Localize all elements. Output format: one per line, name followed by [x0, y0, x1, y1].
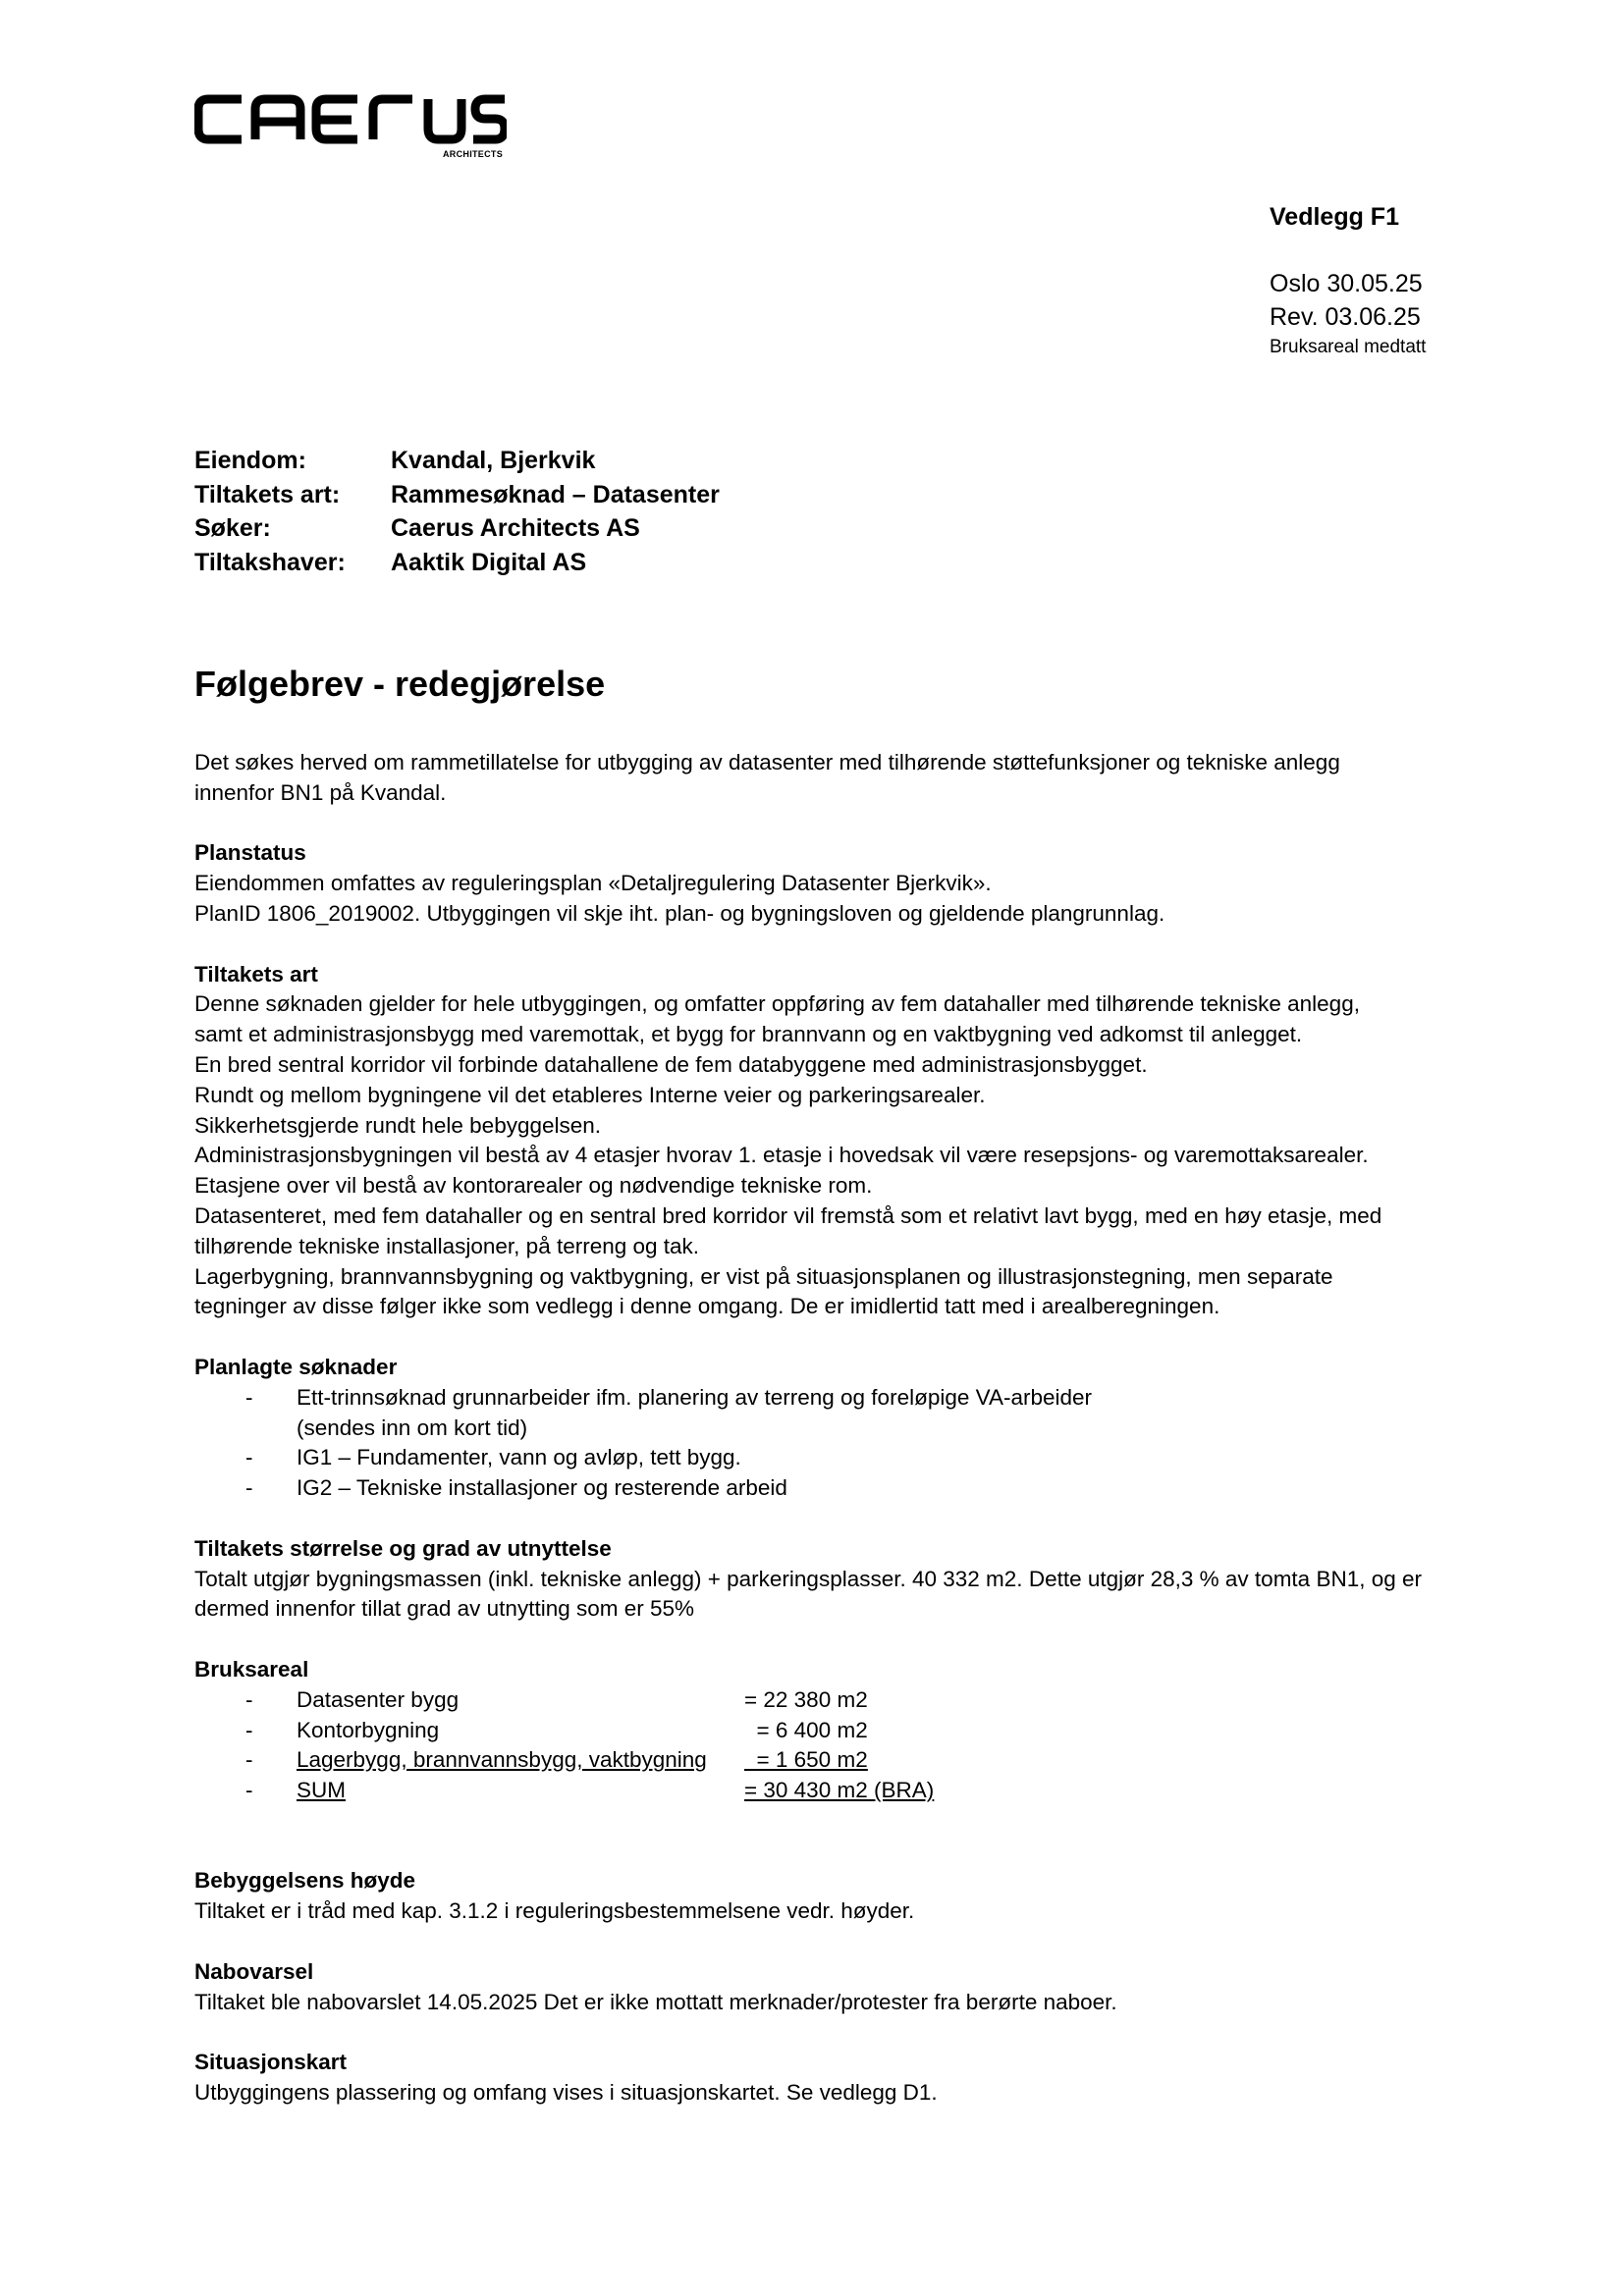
paragraph-line: Etasjene over vil bestå av kontorarealer og nødvendige tekniske rom.	[194, 1173, 873, 1199]
area-label: SUM	[297, 1778, 346, 1803]
section-heading-situasjonskart: Situasjonskart	[194, 2050, 348, 2075]
list-item-text: (sendes inn om kort tid)	[297, 1415, 528, 1440]
info-value: Caerus Architects AS	[391, 514, 640, 542]
intro-line: innenfor BN1 på Kvandal.	[194, 779, 447, 805]
document-body	[194, 748, 1451, 2109]
area-row	[194, 1745, 1451, 1776]
list-dash: -	[245, 1747, 253, 1773]
info-label: Eiendom:	[194, 447, 306, 474]
list-dash: -	[245, 1717, 253, 1742]
area-label: Kontorbygning	[297, 1717, 440, 1742]
paragraph-line: Denne søknaden gjelder for hele utbyggingen, og omfatter oppføring av fem datahaller med tilhørende tekniske anlegg,	[194, 991, 1360, 1017]
intro-line: Det søkes herved om rammetillatelse for utbygging av datasenter med tilhørende støttefunksjoner og tekniske anlegg	[194, 750, 1340, 774]
section-heading-nabovarsel: Nabovarsel	[194, 1958, 314, 1984]
paragraph-line: Utbyggingens plassering og omfang vises i situasjonskartet. Se vedlegg D1.	[194, 2080, 938, 2106]
paragraph-line: Tiltaket ble nabovarslet 14.05.2025 Det er ikke mottatt merknader/protester fra berørte naboer.	[194, 1989, 1117, 2014]
list-item	[194, 1383, 1451, 1444]
area-row-sum	[194, 1776, 1451, 1806]
section-heading-storrelse: Tiltakets størrelse og grad av utnyttelse	[194, 1535, 612, 1561]
paragraph-line: PlanID 1806_2019002. Utbyggingen vil skje iht. plan- og bygningsloven og gjeldende plangrunnlag.	[194, 900, 1165, 926]
paragraph-line: Totalt utgjør bygningsmassen (inkl. tekniske anlegg) + parkeringsplasser. 40 332 m2. Dette utgjør 28,3 % av tomta BN1, og er	[194, 1566, 1423, 1591]
paragraph-line: Lagerbygning, brannvannsbygning og vaktbygning, er vist på situasjonsplanen og illustrasjonstegning, men separate	[194, 1263, 1333, 1289]
revision-date: Rev. 03.06.25	[1270, 303, 1421, 331]
list-item-text: IG2 – Tekniske installasjoner og resterende arbeid	[297, 1475, 787, 1501]
paragraph-line: samt et administrasjonsbygg med varemottak, et bygg for brannvann og en vaktbygning ved adkomst til anlegget.	[194, 1022, 1303, 1047]
info-label: Tiltakets art:	[194, 480, 341, 508]
list-dash: -	[245, 1475, 253, 1501]
area-row	[194, 1716, 1451, 1746]
info-value: Rammesøknad – Datasenter	[391, 480, 720, 508]
info-row-soker	[194, 511, 720, 546]
area-list	[194, 1685, 1451, 1806]
project-info	[194, 444, 720, 579]
paragraph-line: tilhørende tekniske installasjoner, på terreng og tak.	[194, 1233, 700, 1258]
planned-applications-list	[194, 1383, 1451, 1504]
info-row-tiltakets-art	[194, 478, 720, 512]
list-dash: -	[245, 1778, 253, 1803]
info-label: Tiltakshaver:	[194, 548, 346, 576]
paragraph-line: tegninger av disse følger ikke som vedlegg i denne omgang. De er imidlertid tatt med i arealberegningen.	[194, 1294, 1220, 1319]
section-heading-hoyde: Bebyggelsens høyde	[194, 1868, 416, 1894]
paragraph-line: Administrasjonsbygningen vil bestå av 4 etasjer hvorav 1. etasje i hovedsak vil være resepsjons- og varemottaksarealer.	[194, 1143, 1369, 1168]
area-label: Datasenter bygg	[297, 1686, 460, 1712]
paragraph-line: Tiltaket er i tråd med kap. 3.1.2 i reguleringsbestemmelsene vedr. høyder.	[194, 1898, 915, 1924]
area-row	[194, 1685, 1451, 1716]
area-label: Lagerbygg, brannvannsbygg, vaktbygning	[297, 1747, 707, 1773]
info-value: Aaktik Digital AS	[391, 548, 587, 576]
list-item	[194, 1443, 1451, 1473]
section-heading-planlagte-soknader: Planlagte søknader	[194, 1354, 398, 1379]
document-title: Følgebrev - redegjørelse	[194, 664, 606, 704]
info-row-tiltakshaver	[194, 546, 720, 580]
info-value: Kvandal, Bjerkvik	[391, 447, 596, 474]
list-item-text: IG1 – Fundamenter, vann og avløp, tett bygg.	[297, 1445, 741, 1470]
section-heading-bruksareal: Bruksareal	[194, 1656, 309, 1682]
paragraph-line: dermed innenfor tillat grad av utnytting som er 55%	[194, 1596, 695, 1622]
area-value: = 6 400 m2	[744, 1717, 868, 1742]
list-dash: -	[245, 1445, 253, 1470]
paragraph-line: Rundt og mellom bygningene vil det etableres Interne veier og parkeringsarealer.	[194, 1082, 986, 1107]
area-value: = 1 650 m2	[744, 1747, 868, 1773]
paragraph-line: En bred sentral korridor vil forbinde datahallene de fem databyggene med administrasjonsbygget.	[194, 1051, 1148, 1077]
list-dash: -	[245, 1686, 253, 1712]
paragraph-line: Eiendommen omfattes av reguleringsplan «Detaljregulering Datasenter Bjerkvik».	[194, 871, 992, 896]
caerus-logo	[194, 94, 507, 165]
caerus-wordmark-icon	[194, 94, 507, 145]
list-dash: -	[245, 1384, 253, 1410]
paragraph-line: Sikkerhetsgjerde rundt hele bebyggelsen.	[194, 1112, 602, 1138]
info-row-eiendom	[194, 444, 720, 478]
revision-note: Bruksareal medtatt	[1270, 337, 1427, 357]
document-date: Oslo 30.05.25	[1270, 270, 1423, 297]
info-label: Søker:	[194, 514, 271, 542]
document-header	[1270, 200, 1594, 361]
section-heading-planstatus: Planstatus	[194, 840, 306, 866]
list-item-text: Ett-trinnsøknad grunnarbeider ifm. planering av terreng og foreløpige VA-arbeider	[297, 1384, 1092, 1410]
section-heading-tiltakets-art: Tiltakets art	[194, 961, 318, 987]
area-value: = 22 380 m2	[744, 1686, 868, 1712]
area-value: = 30 430 m2 (BRA)	[744, 1778, 935, 1803]
paragraph-line: Datasenteret, med fem datahaller og en sentral bred korridor vil fremstå som et relativt lavt bygg, med en høy etasje, med	[194, 1202, 1382, 1228]
list-item	[194, 1473, 1451, 1504]
logo-subtitle: ARCHITECTS	[443, 149, 503, 159]
attachment-label: Vedlegg F1	[1270, 203, 1399, 231]
